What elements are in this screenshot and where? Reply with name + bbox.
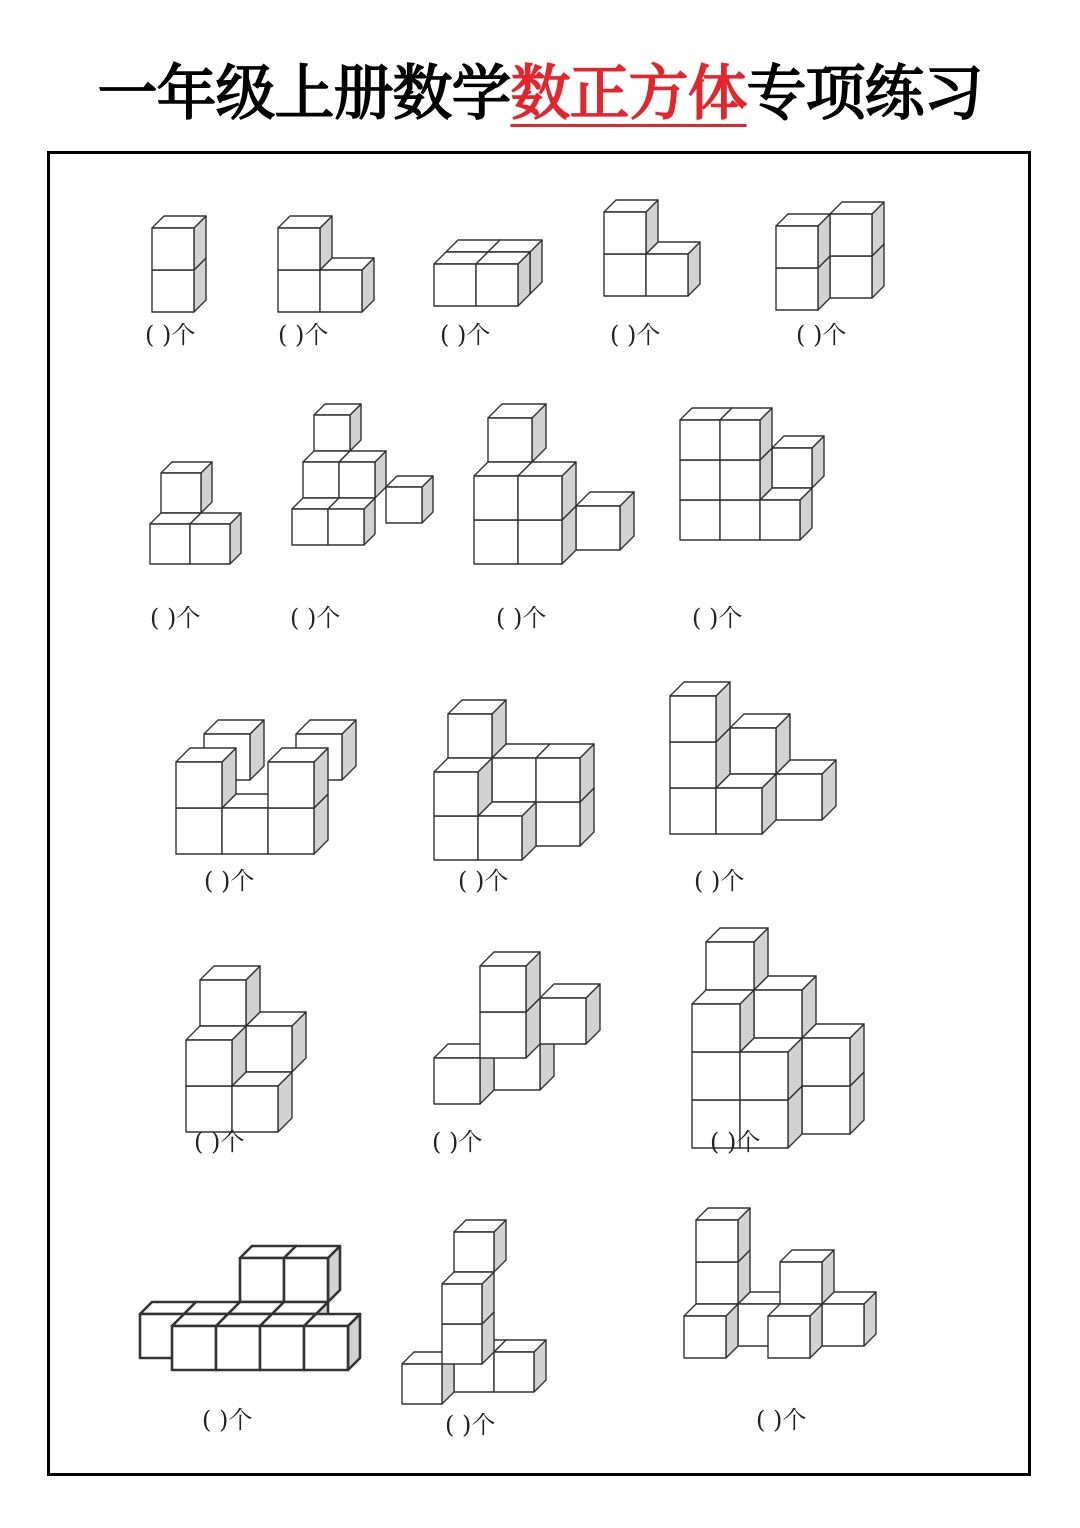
answer-blank[interactable]: ( )个 (202, 1406, 253, 1434)
cube (328, 498, 375, 545)
answer-blank[interactable]: ( )个 (496, 604, 547, 632)
cube (246, 1012, 306, 1072)
cube-figure-4 (600, 196, 704, 300)
answer-blank[interactable]: ( )个 (290, 604, 341, 632)
cube (339, 451, 386, 498)
cube-figure-12 (666, 678, 840, 838)
cube (284, 1246, 340, 1302)
cube (576, 492, 634, 550)
title-prefix: 一年级上册数学 (97, 59, 511, 129)
cube-figure-6 (146, 458, 245, 568)
answer-blank[interactable]: ( )个 (610, 321, 661, 349)
cube (716, 774, 776, 834)
cube (740, 1038, 802, 1100)
cube (386, 476, 433, 523)
cube-figure-8 (470, 400, 638, 568)
cube (696, 1208, 750, 1262)
answer-blank[interactable]: ( )个 (710, 1128, 761, 1156)
answer-blank[interactable]: ( )个 (458, 867, 509, 895)
cube (822, 1292, 876, 1346)
cube (670, 682, 730, 742)
cube (176, 748, 236, 808)
cube (304, 1314, 360, 1370)
cube-figure-17 (398, 1216, 550, 1408)
cube-figure-13 (182, 962, 310, 1136)
page-title (0, 58, 1080, 130)
cube (780, 1250, 834, 1304)
cube-figure-18 (680, 1204, 880, 1362)
cube (772, 436, 824, 488)
cube (320, 258, 374, 312)
answer-blank[interactable]: ( )个 (796, 321, 847, 349)
cube-figure-14 (430, 948, 604, 1108)
cube (730, 714, 790, 774)
cube (754, 976, 816, 1038)
cube-figure-11 (430, 696, 598, 864)
answer-blank[interactable]: ( )个 (756, 1406, 807, 1434)
cube (646, 242, 700, 296)
cube (604, 200, 658, 254)
cube-figure-7 (288, 400, 437, 549)
cube (830, 202, 884, 256)
cube (454, 1220, 506, 1272)
cube (776, 760, 836, 820)
cube (518, 462, 576, 520)
answer-blank[interactable]: ( )个 (278, 321, 329, 349)
cube-figure-9 (676, 404, 828, 544)
cube (200, 966, 260, 1026)
cube-figure-2 (274, 212, 378, 316)
answer-blank[interactable]: ( )个 (150, 604, 201, 632)
cube (480, 952, 540, 1012)
cube-figure-15 (688, 924, 868, 1152)
cube (536, 744, 594, 802)
answer-blank[interactable]: ( )个 (432, 1128, 483, 1156)
answer-blank[interactable]: ( )个 (204, 867, 255, 895)
answer-blank[interactable]: ( )个 (694, 867, 745, 895)
cube (232, 1072, 292, 1132)
cube (684, 1304, 738, 1358)
answer-blank[interactable]: ( )个 (440, 321, 491, 349)
cube (768, 1304, 822, 1358)
title-highlight: 数正方体 (510, 59, 747, 129)
cube-figure-5 (772, 198, 888, 314)
answer-blank[interactable]: ( )个 (145, 321, 196, 349)
cube (720, 408, 772, 460)
cube (802, 1024, 864, 1086)
cube-figure-3 (430, 236, 546, 310)
cube (706, 928, 768, 990)
cube-figure-1 (148, 212, 210, 316)
cube-figure-10 (172, 716, 360, 858)
cube (478, 802, 536, 860)
cube (494, 1340, 546, 1392)
cube (488, 404, 546, 462)
answer-blank[interactable]: ( )个 (692, 604, 743, 632)
cube (442, 1272, 494, 1324)
cube (448, 700, 506, 758)
cube (434, 758, 492, 816)
cube (314, 404, 361, 451)
cube-figure-16 (136, 1242, 364, 1374)
cube (278, 216, 332, 270)
cube (152, 216, 206, 270)
cube (190, 513, 241, 564)
answer-blank[interactable]: ( )个 (445, 1411, 496, 1439)
cube (161, 462, 212, 513)
cube (268, 748, 328, 808)
cube (476, 252, 530, 306)
title-suffix: 专项练习 (746, 59, 983, 129)
cube (186, 1026, 246, 1086)
answer-blank[interactable]: ( )个 (194, 1128, 245, 1156)
cube (692, 990, 754, 1052)
cube (776, 214, 830, 268)
cube (760, 488, 812, 540)
cube (540, 984, 600, 1044)
